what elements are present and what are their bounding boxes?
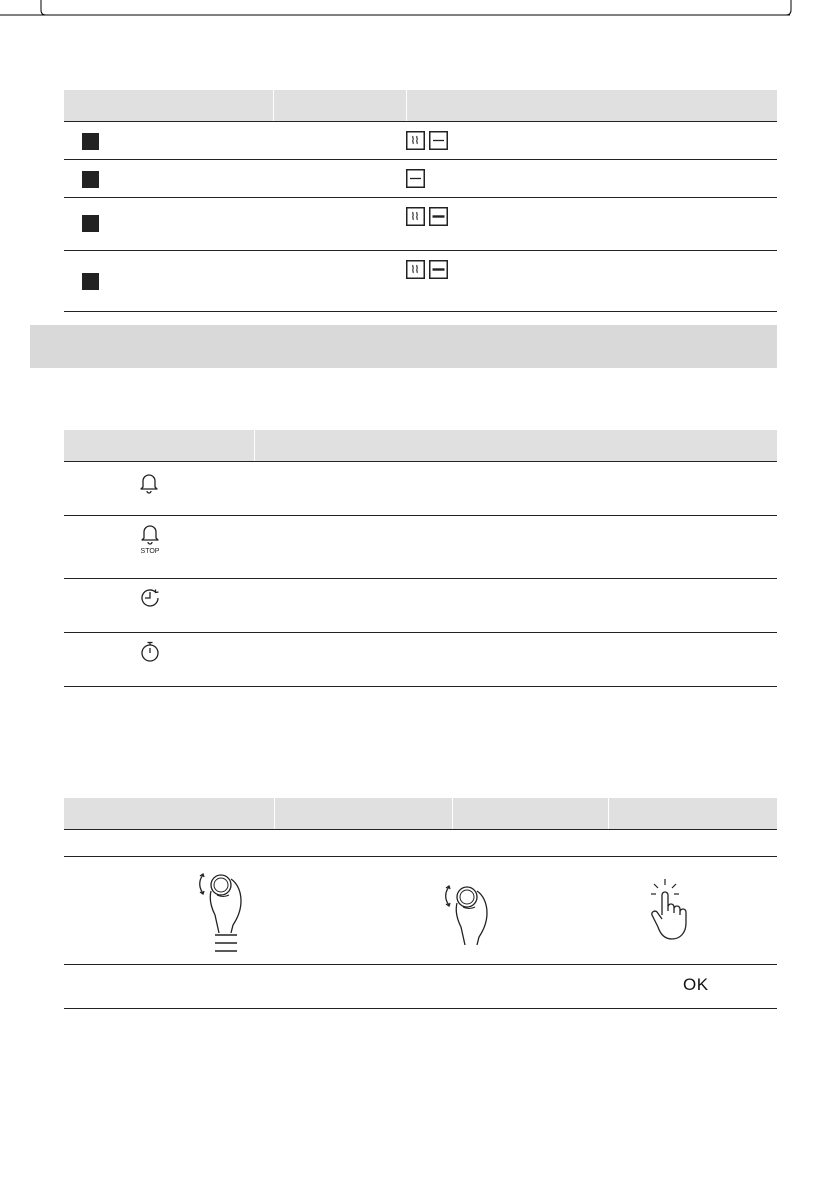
table-row [64, 829, 777, 856]
clock-functions-table [64, 430, 777, 687]
indicator-square [82, 215, 99, 232]
bell-stop-icon [139, 523, 161, 555]
table-header-row [64, 90, 777, 121]
table-row [64, 578, 777, 632]
rotate-knob-hand-icon [189, 865, 247, 937]
indicator-square [82, 133, 99, 150]
heater-coils-icon [406, 131, 425, 150]
table-row [64, 856, 777, 964]
clock-arrow-icon [139, 587, 161, 609]
page-top-rule [0, 0, 790, 16]
section-heading-bar [30, 325, 777, 368]
table-row [64, 197, 777, 250]
table-row [64, 121, 777, 159]
table-row [64, 250, 777, 311]
table-row [64, 964, 777, 1008]
table-header-row [64, 430, 777, 461]
ok-label: OK [683, 974, 709, 994]
table-row [64, 632, 777, 686]
menu-icon [214, 933, 238, 953]
crop-mark-left [40, 0, 64, 24]
crop-mark-right [778, 0, 802, 24]
table-row [64, 461, 777, 515]
heating-element-icon [406, 169, 425, 188]
rotate-knob-hand-icon [435, 877, 493, 949]
heating-functions-table [64, 90, 777, 312]
indicator-square [82, 273, 99, 290]
heating-element-bold-icon [429, 207, 448, 226]
table-header-row [64, 798, 777, 829]
heater-coils-icon [406, 260, 425, 279]
tap-finger-icon [645, 877, 691, 943]
heating-element-bold-icon [429, 260, 448, 279]
bell-stop-label: STOP [140, 547, 160, 555]
bell-icon [139, 472, 159, 494]
table-row [64, 515, 777, 578]
table-row [64, 159, 777, 197]
heater-coils-icon [406, 207, 425, 226]
indicator-square [82, 171, 99, 188]
heating-element-icon [429, 131, 448, 150]
control-actions-table [64, 798, 777, 1009]
stopwatch-icon [139, 641, 161, 663]
